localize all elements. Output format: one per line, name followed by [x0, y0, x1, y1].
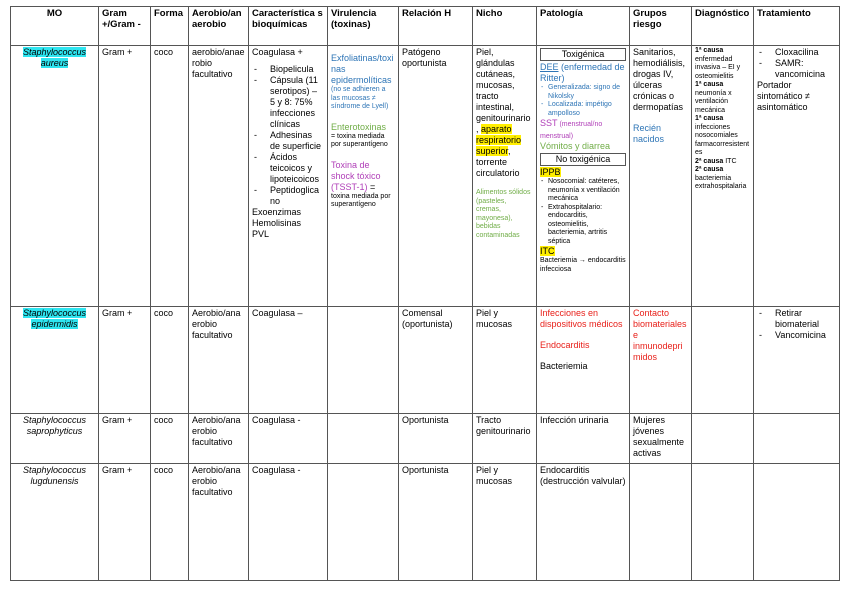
nicho-text-a: Piel, glándulas cutáneas, mucosas, tracto intestinal, genitourinario, — [476, 47, 531, 134]
itc-note: Bacteriemia → endocarditis infecciosa — [540, 257, 626, 273]
relacion-cell: Oportunista — [399, 414, 473, 464]
no-toxigenica-title: No toxigénica — [540, 153, 626, 166]
bioquimica-cell: Coagulasa – — [249, 307, 328, 414]
bioquimica-cell: Coagulasa - — [249, 464, 328, 581]
diagnostico-cell — [692, 464, 754, 581]
header-mo: MO — [11, 7, 99, 46]
portador-note: Portador sintomático ≠ asintomático — [757, 80, 810, 112]
patologia-cell: Infección urinaria — [537, 414, 630, 464]
virulencia-cell — [328, 46, 399, 307]
itc-label: ITC — [540, 246, 555, 256]
bioquimica-list — [252, 64, 324, 207]
diag-line: 1ª causa neumonía x ventilación mecánica — [695, 81, 732, 114]
list-item: - Localizada: impétigo ampolloso — [540, 101, 626, 118]
aerobio-cell: Aerobio/anaerobio facultativo — [189, 307, 249, 414]
header-virulencia: Virulencia (toxinas) — [328, 7, 399, 46]
aerobio-cell: Aerobio/anaerobio facultativo — [189, 464, 249, 581]
header-nicho: Nicho — [473, 7, 537, 46]
tratamiento-list — [757, 47, 836, 80]
header-gram: Gram +/Gram - — [99, 7, 151, 46]
nicho-cell: Tracto genitourinario — [473, 414, 537, 464]
header-row — [11, 7, 840, 46]
pat-bacteriemia: Bacteriemia — [540, 361, 588, 371]
ippb-label: IPPB — [540, 167, 561, 177]
nicho-cell — [473, 46, 537, 307]
organism-cell — [11, 46, 99, 307]
list-item: - SAMR: vancomicina — [757, 58, 836, 80]
diagnostico-cell — [692, 307, 754, 414]
tratamiento-cell — [754, 307, 840, 414]
tratamiento-list — [757, 308, 836, 341]
pat-dispositivos: Infecciones en dispositivos médicos — [540, 308, 623, 329]
header-grupos: Grupos riesgo — [630, 7, 692, 46]
grupos-cell — [630, 46, 692, 307]
organism-name: Staphylococcus epidermidis — [22, 308, 87, 329]
enterotoxinas-note: = toxina mediada por superantígeno — [331, 132, 388, 148]
list-item: - Cloxacilina — [757, 47, 836, 58]
list-item: - Generalizada: signo de Nikolsky — [540, 84, 626, 101]
header-forma: Forma — [151, 7, 189, 46]
tratamiento-cell — [754, 414, 840, 464]
exoenzimas-text: Exoenzimas — [252, 207, 302, 217]
table-row — [11, 307, 840, 414]
patologia-cell: Endocarditis (destrucción valvular) — [537, 464, 630, 581]
header-relacion: Relación H — [399, 7, 473, 46]
nicho-highlight: aparato respiratorio superior — [476, 124, 522, 156]
diag-line: 1ª causa enfermedad invasiva – EI y osteomielitis — [695, 47, 741, 80]
organism-name: Staphylococcus aureus — [22, 47, 87, 68]
header-aerobio: Aerobio/anaerobio — [189, 7, 249, 46]
pat-endocarditis: Endocarditis — [540, 340, 590, 350]
nicho-food-note: Alimentos sólidos (pasteles, cremas, mayonesa), bebidas contaminadas — [476, 189, 531, 239]
diag-line: 2ª causa bacteriemia extrahospitalaria — [695, 166, 747, 190]
organism-cell: Staphylococcus saprophyticus — [11, 414, 99, 464]
list-item: - Retirar biomaterial — [757, 308, 836, 330]
virulencia-cell — [328, 307, 399, 414]
table-row — [11, 46, 840, 307]
pvl-text: PVL — [252, 229, 270, 239]
tsst-text: Toxina de shock tóxico (TSST-1) — [331, 159, 381, 192]
list-item: - Nosocomial: catéteres, neumonía x ventilación mecánica — [540, 178, 626, 204]
nicho-cell: Piel y mucosas — [473, 464, 537, 581]
hemolisinas-text: Hemolisinas — [252, 218, 302, 228]
tsst-note: toxina mediada por superantígeno — [331, 192, 391, 208]
bioquimica-cell — [249, 46, 328, 307]
dee-rest: (enfermedad de Ritter) — [540, 62, 625, 83]
gram-cell: Gram + — [99, 464, 151, 581]
dee-label: DEE — [540, 62, 559, 72]
nicho-cell: Piel y mucosas — [473, 307, 537, 414]
header-tratamiento: Tratamiento — [754, 7, 840, 46]
patologia-cell — [537, 307, 630, 414]
gram-cell: Gram + — [99, 46, 151, 307]
list-item: - Vancomicina — [757, 330, 836, 341]
toxigenica-title: Toxigénica — [540, 48, 626, 61]
diag-line: 1ª causa infecciones nosocomiales farmacorresistentes — [695, 115, 750, 156]
enterotoxinas-text: Enterotoxinas — [331, 121, 387, 132]
list-item: - Ácidos teicoicos y lipoteicoicos — [252, 152, 324, 185]
coagulasa-text: Coagulasa + — [252, 47, 303, 57]
table-row — [11, 414, 840, 464]
virulencia-cell — [328, 414, 399, 464]
microbiology-table — [10, 6, 840, 581]
exfoliatinas-note: (no se adhieren a las mucosas ≠ síndrome de Lyell) — [331, 86, 389, 110]
diagnostico-cell — [692, 46, 754, 307]
gram-cell: Gram + — [99, 414, 151, 464]
nicho-text-b: , torrente circulatorio — [476, 146, 520, 178]
virulencia-cell — [328, 464, 399, 581]
table-row — [11, 464, 840, 581]
header-caracteristica: Característica s bioquímicas — [249, 7, 328, 46]
vomitos-text: Vómitos y diarrea — [540, 141, 611, 151]
tsst-equals: = — [367, 181, 376, 192]
forma-cell: coco — [151, 46, 189, 307]
header-diagnostico: Diagnóstico — [692, 7, 754, 46]
sst-note: (menstrual/no menstrual) — [540, 121, 603, 140]
relacion-cell: Patógeno oportunista — [399, 46, 473, 307]
list-item: - Extrahospitalario: endocarditis, osteomielitis, bacteriemia, artritis séptica — [540, 204, 626, 247]
list-item: - Cápsula (11 serotipos) – 5 y 8: 75% infecciones clínicas — [252, 75, 324, 130]
tratamiento-cell — [754, 46, 840, 307]
tratamiento-cell — [754, 464, 840, 581]
list-item: - Biopelicula — [252, 64, 324, 75]
grupos-cell: Contacto biomateriales e inmunodeprimidos — [630, 307, 692, 414]
organism-cell: Staphylococcus lugdunensis — [11, 464, 99, 581]
forma-cell: coco — [151, 414, 189, 464]
relacion-cell: Oportunista — [399, 464, 473, 581]
patologia-cell — [537, 46, 630, 307]
organism-cell — [11, 307, 99, 414]
ippb-list — [540, 178, 626, 246]
exfoliatinas-text: Exfoliatinas/toxinas epidermolíticas — [331, 53, 394, 85]
grupos-cell — [630, 464, 692, 581]
list-item: - Peptidoglicano — [252, 185, 324, 207]
bioquimica-cell: Coagulasa - — [249, 414, 328, 464]
diagnostico-cell — [692, 414, 754, 464]
grupos-text: Sanitarios, hemodiálisis, drogas IV, úlceras crónicas o dermopatías — [633, 47, 686, 112]
recien-nacidos-text: Recién nacidos — [633, 123, 665, 144]
aerobio-cell: aerobio/anaerobio facultativo — [189, 46, 249, 307]
sst-label: SST — [540, 118, 558, 128]
dee-list — [540, 84, 626, 118]
forma-cell: coco — [151, 464, 189, 581]
diag-line: 2ª causa ITC — [695, 157, 737, 165]
header-patologia: Patología — [537, 7, 630, 46]
aerobio-cell: Aerobio/anaerobio facultativo — [189, 414, 249, 464]
gram-cell: Gram + — [99, 307, 151, 414]
forma-cell: coco — [151, 307, 189, 414]
list-item: - Adhesinas de superficie — [252, 130, 324, 152]
grupos-cell: Mujeres jóvenes sexualmente activas — [630, 414, 692, 464]
relacion-cell: Comensal (oportunista) — [399, 307, 473, 414]
